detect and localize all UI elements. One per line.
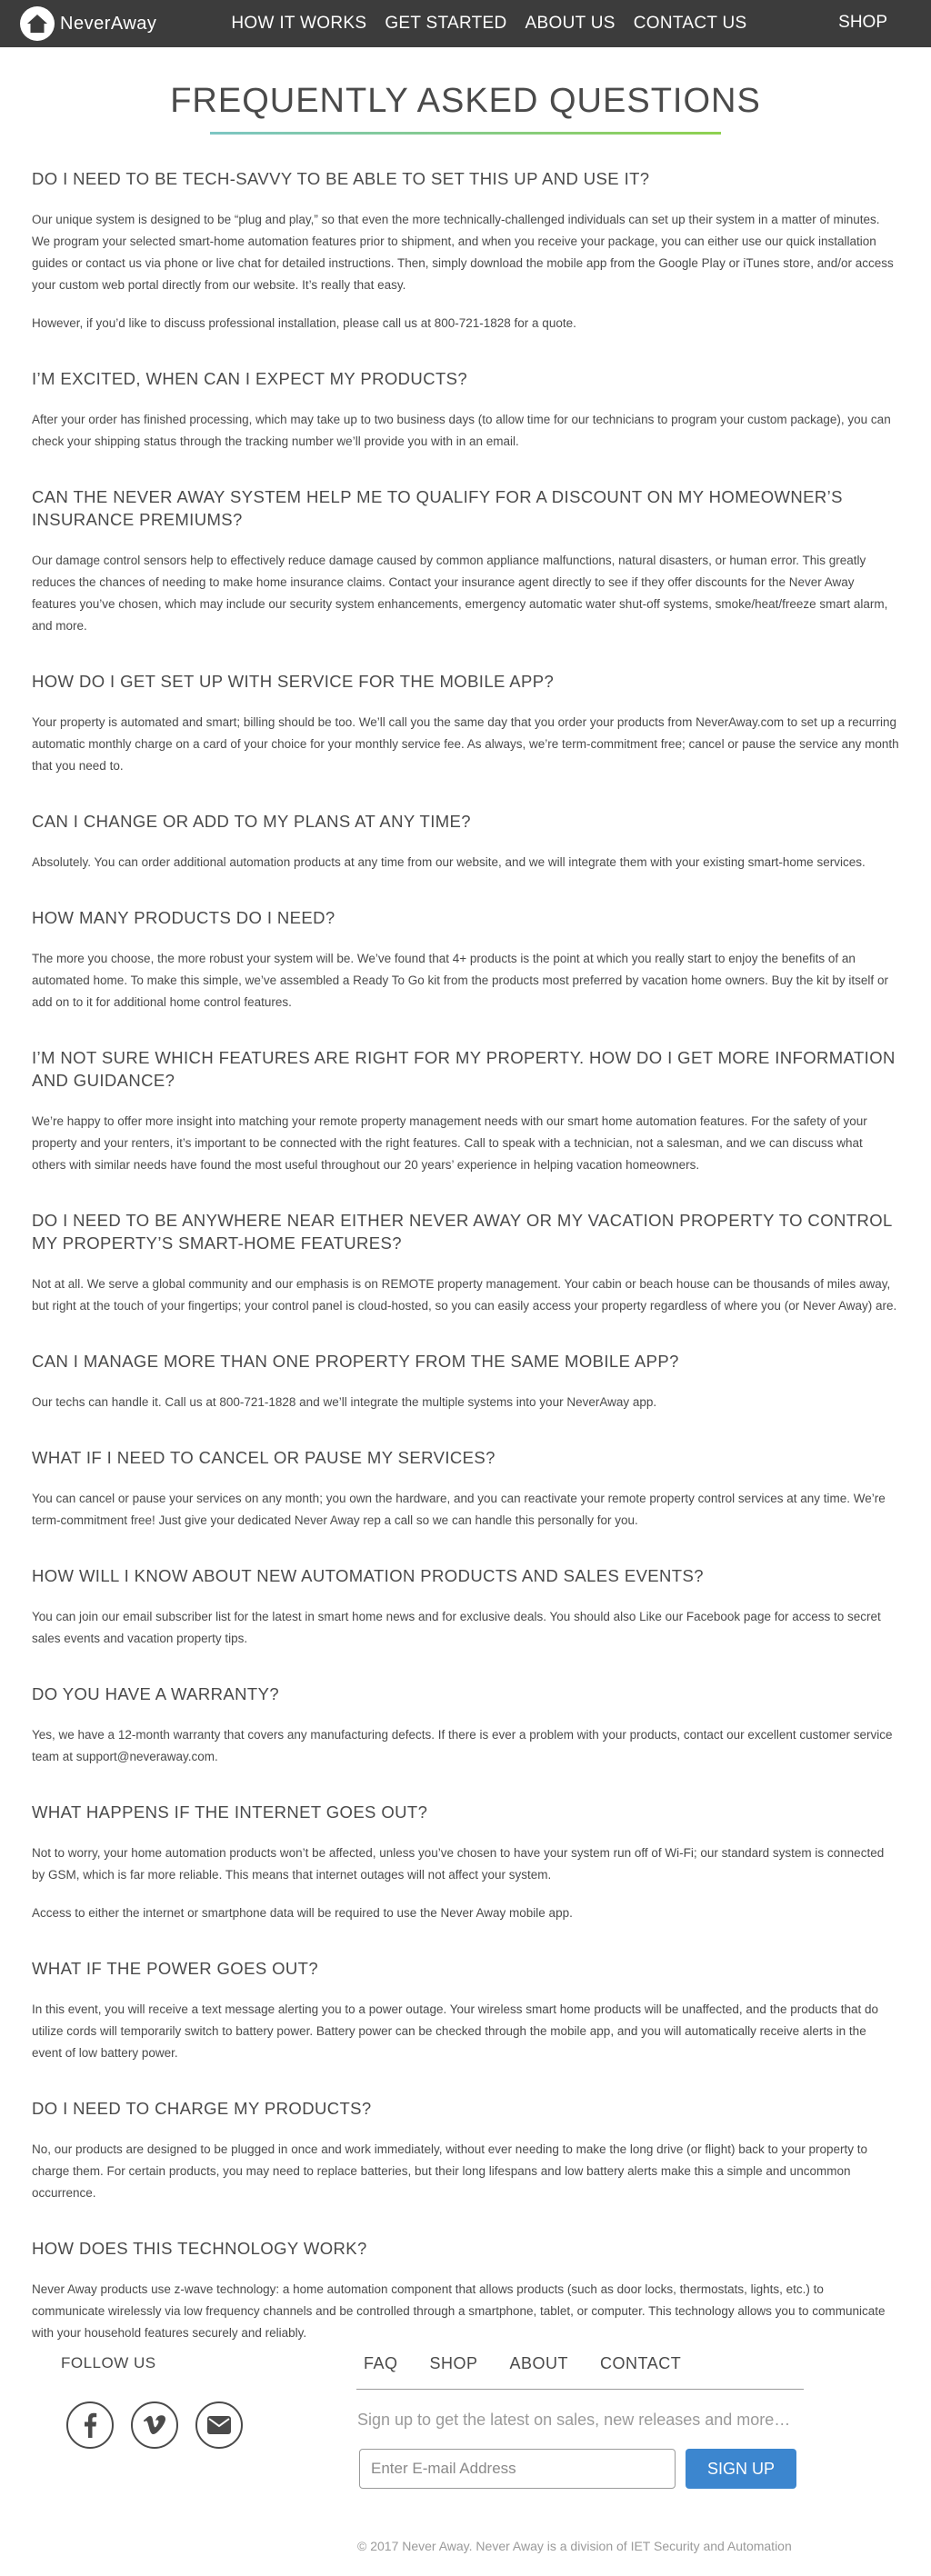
faq-question: DO I NEED TO BE ANYWHERE NEAR EITHER NEVER AWAY OR MY VACATION PROPERTY TO CONTROL MY PROPERTY’S SMART-HOME FEATURES? <box>32 1211 892 1253</box>
footer-link-shop[interactable]: SHOP <box>429 2354 478 2372</box>
nav-shop[interactable]: SHOP <box>838 13 887 32</box>
faq-question: DO YOU HAVE A WARRANTY? <box>32 1684 280 1703</box>
footer-link-faq[interactable]: FAQ <box>364 2354 398 2372</box>
nav-about-us[interactable]: ABOUT US <box>525 14 616 33</box>
faq-answer: The more you choose, the more robust your system will be. We’ve found that 4+ products is the point at which you really start to enjoy the benefits of an automated home. To make this simple, we’ve assembled a Ready To Go kit from the products most preferred by vacation home owners. Buy the kit by itself or add on to it for additional home control features. <box>32 952 888 1009</box>
email-input[interactable] <box>359 2449 676 2489</box>
follow-us-heading: FOLLOW US <box>61 2354 156 2371</box>
footer <box>0 2354 931 2563</box>
faq-question: CAN I CHANGE OR ADD TO MY PLANS AT ANY TIME? <box>32 812 471 831</box>
faq-answer: Your property is automated and smart; billing should be too. We’ll call you the same day that you order your products from NeverAway.com to set up a recurring automatic monthly charge on a card of your choice for your monthly service fee. As always, we’re term-commitment free; cancel or pause the service any month that you need to. <box>32 715 899 773</box>
faq-question: CAN I MANAGE MORE THAN ONE PROPERTY FROM THE SAME MOBILE APP? <box>32 1352 679 1371</box>
faq-answer: Yes, we have a 12-month warranty that covers any manufacturing defects. If there is ever a problem with your products, contact our excellent customer service team at support@neveraway.com. <box>32 1728 893 1763</box>
faq-question: DO I NEED TO BE TECH-SAVVY TO BE ABLE TO SET THIS UP AND USE IT? <box>32 169 650 188</box>
faq-list <box>0 167 931 2344</box>
faq-question: HOW DOES THIS TECHNOLOGY WORK? <box>32 2239 367 2258</box>
faq-answer: You can cancel or pause your services on any month; you own the hardware, and you can reactivate your remote property control services at any time. We’re term-commitment free! Just give your dedicated Never Away rep a call so we can handle this personally for you. <box>32 1492 886 1527</box>
footer-link-contact[interactable]: CONTACT <box>600 2354 682 2372</box>
faq-question: HOW WILL I KNOW ABOUT NEW AUTOMATION PRODUCTS AND SALES EVENTS? <box>32 1566 704 1585</box>
faq-answer: We’re happy to offer more insight into matching your remote property management needs with our smart home automation features. For the safety of your property and your renters, it’s important to be connected with the right features. Call to speak with a technician, not a salesman, and we can discuss what others with similar needs have found the most useful throughout our 20 years’ experience in helping vacation homeowners. <box>32 1114 867 1172</box>
nav-how-it-works[interactable]: HOW IT WORKS <box>231 14 367 33</box>
social-links <box>66 2401 260 2449</box>
faq-question: HOW DO I GET SET UP WITH SERVICE FOR THE MOBILE APP? <box>32 672 555 691</box>
footer-nav <box>364 2354 713 2373</box>
faq-question: WHAT IF I NEED TO CANCEL OR PAUSE MY SERVICES? <box>32 1448 496 1467</box>
faq-question: I’M NOT SURE WHICH FEATURES ARE RIGHT FOR MY PROPERTY. HOW DO I GET MORE INFORMATION AND GUIDANCE? <box>32 1048 896 1090</box>
newsletter-signup-text: Sign up to get the latest on sales, new releases and more… <box>357 2411 791 2429</box>
faq-question: WHAT HAPPENS IF THE INTERNET GOES OUT? <box>32 1802 428 1822</box>
faq-question: DO I NEED TO CHARGE MY PRODUCTS? <box>32 2099 372 2118</box>
faq-question: I’M EXCITED, WHEN CAN I EXPECT MY PRODUCTS? <box>32 369 468 388</box>
title-divider <box>210 132 721 135</box>
signup-button[interactable]: SIGN UP <box>686 2449 796 2489</box>
top-navbar <box>0 0 931 47</box>
faq-answer: You can join our email subscriber list for the latest in smart home news and for exclusive deals. You should also Like our Facebook page for access to secret sales events and vacation property tips. <box>32 1610 881 1645</box>
faq-answer: Not at all. We serve a global community and our emphasis is on REMOTE property management. Your cabin or beach house can be thousands of miles away, but right at the touch of your fingertips; your control panel is cloud-hosted, so you can easily access your property regardless of where you (or Never Away) are. <box>32 1277 897 1313</box>
faq-answer: Never Away products use z-wave technology: a home automation component that allows products (such as door locks, thermostats, lights, etc.) to communicate wirelessly via low frequency channels and be controlled through a smartphone, tablet, or computer. This technology allows you to communicate with your household features securely and reliably. <box>32 2282 886 2340</box>
faq-question: CAN THE NEVER AWAY SYSTEM HELP ME TO QUALIFY FOR A DISCOUNT ON MY HOMEOWNER’S INSURANCE PREMIUMS? <box>32 487 843 529</box>
faq-answer: Access to either the internet or smartphone data will be required to use the Never Away mobile app. <box>32 1906 573 1920</box>
page-title: FREQUENTLY ASKED QUESTIONS <box>170 82 761 120</box>
brand-logo-link[interactable] <box>20 6 156 41</box>
faq-answer: Our techs can handle it. Call us at 800-721-1828 and we’ll integrate the multiple systems into your NeverAway app. <box>32 1395 657 1409</box>
main-nav <box>231 14 765 34</box>
faq-question: HOW MANY PRODUCTS DO I NEED? <box>32 908 335 927</box>
faq-answer: However, if you’d like to discuss professional installation, please call us at 800-721-1828 for a quote. <box>32 316 576 330</box>
email-icon[interactable] <box>195 2401 243 2449</box>
copyright-text: © 2017 Never Away. Never Away is a division of IET Security and Automation <box>357 2539 792 2553</box>
faq-answer: Our damage control sensors help to effectively reduce damage caused by common appliance malfunctions, natural disasters, or human error. This greatly reduces the chances of needing to make home insurance claims. Contact your insurance agent directly to see if they offer discounts for the Never Away features you’ve chosen, which may include our security system enhancements, emergency automatic water shut-off systems, smoke/heat/freeze smart alarm, and more. <box>32 554 888 633</box>
faq-answer: Our unique system is designed to be “plug and play,” so that even the more technically-challenged individuals can set up their system in a matter of minutes. We program your selected smart-home automation features prior to shipment, and when you receive your package, you can either use our quick installation guides or contact us via phone or live chat for detailed instructions. Then, simply download the mobile app from the Google Play or iTunes store, and/or access your custom web portal directly from our website. It’s really that easy. <box>32 213 894 292</box>
footer-link-about[interactable]: ABOUT <box>509 2354 569 2372</box>
facebook-icon[interactable] <box>66 2401 114 2449</box>
brand-name: NeverAway <box>60 13 157 34</box>
footer-divider <box>356 2389 804 2390</box>
vimeo-icon[interactable] <box>131 2401 178 2449</box>
nav-contact-us[interactable]: CONTACT US <box>633 14 747 33</box>
house-icon <box>20 6 55 41</box>
faq-answer: After your order has finished processing, which may take up to two business days (to allow time for our technicians to program your custom package), you can check your shipping status through the tracking number we’ll provide you with in an email. <box>32 413 891 448</box>
faq-answer: Absolutely. You can order additional automation products at any time from our website, and we will integrate them with your existing smart-home services. <box>32 855 866 869</box>
faq-answer: No, our products are designed to be plugged in once and work immediately, without ever needing to make the long drive (or flight) back to your property to charge them. For certain products, you may need to replace batteries, but their long lifespans and low battery alerts make this a simple and uncommon occurrence. <box>32 2142 868 2200</box>
faq-answer: Not to worry, your home automation products won’t be affected, unless you’ve chosen to have your system run off of Wi-Fi; our standard system is connected by GSM, which is far more reliable. This means that internet outages will not affect your system. <box>32 1846 885 1882</box>
faq-question: WHAT IF THE POWER GOES OUT? <box>32 1959 319 1978</box>
nav-get-started[interactable]: GET STARTED <box>385 14 507 33</box>
faq-answer: In this event, you will receive a text message alerting you to a power outage. Your wireless smart home products will be unaffected, and the products that do utilize cords will temporarily switch to battery power. Battery power can be checked through the mobile app, and you will automatically receive alerts in the event of low battery power. <box>32 2002 879 2060</box>
